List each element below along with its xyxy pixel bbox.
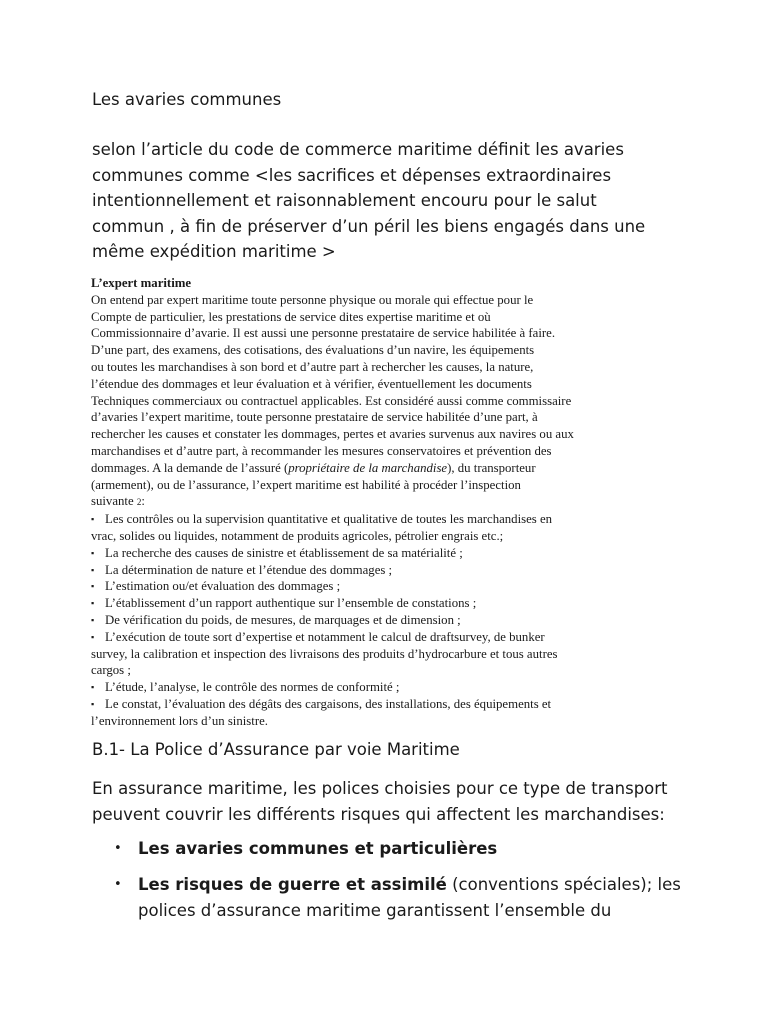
square-bullet-icon: ▪ — [91, 631, 95, 642]
list-item — [92, 836, 712, 862]
bullet-continuation: survey, la calibration et inspection des livraisons des produits d’hydrocarbure et tous autres — [91, 646, 558, 661]
paragraph-line: En assurance maritime, les polices choisies pour ce type de transport — [92, 779, 668, 798]
heading-avaries-communes: Les avaries communes — [92, 90, 282, 109]
intro-line: intentionnellement et raisonnablement encouru pour le salut — [92, 191, 597, 210]
expert-line-suivante — [91, 493, 691, 511]
expert-line: (armement), ou de l’assurance, l’expert maritime est habilité à procéder l’inspection — [91, 477, 521, 492]
risk-list — [92, 836, 712, 924]
bullet-line — [91, 612, 691, 629]
bullet-dot-icon: • — [114, 877, 122, 892]
bullet-text: Le constat, l’évaluation des dégâts des cargaisons, des installations, des équipements et — [105, 696, 552, 711]
expert-line: Compte de particulier, les prestations de service dites expertise maritime et où — [91, 309, 491, 324]
bullet-line — [91, 679, 691, 696]
expert-line-demande — [91, 460, 691, 477]
list-item-text: (conventions spéciales); les — [446, 875, 681, 894]
bullet-text: La détermination de nature et l’étendue des dommages ; — [105, 562, 393, 577]
intro-line: commun , à fin de préserver d’un péril les biens engagés dans une — [92, 216, 646, 236]
bullet-text: L’exécution de toute sort d’expertise et notamment le calcul de draftsurvey, de bunker — [105, 629, 545, 644]
bullet-line — [91, 578, 691, 595]
square-bullet-icon: ▪ — [91, 598, 95, 609]
list-item-line — [138, 872, 712, 898]
expert-line: d’avaries l’expert maritime, toute personne prestataire de service habilitée d’une part, à — [91, 410, 538, 425]
square-bullet-icon: ▪ — [91, 547, 95, 558]
demande-text-italic: propriétaire de la marchandise — [288, 460, 448, 475]
square-bullet-icon: ▪ — [91, 614, 95, 625]
expert-line: marchandises et d’autre part, à recommander les mesures conservatoires et prévention des — [91, 443, 552, 458]
demande-text-b: ), du transporteur — [447, 460, 536, 475]
expert-bullet-list — [91, 511, 691, 729]
demande-text-a: dommages. A la demande de l’assuré ( — [91, 460, 289, 475]
bullet-text: L’établissement d’un rapport authentique sur l’ensemble de constations ; — [105, 596, 477, 611]
bullet-line — [91, 562, 691, 579]
bullet-text: De vérification du poids, de mesures, de marquages et de dimension ; — [105, 612, 461, 627]
suivante-text: suivante — [91, 494, 137, 509]
suivante-colon: : — [141, 494, 145, 509]
bullet-text: L’estimation ou/et évaluation des dommages ; — [105, 579, 341, 594]
expert-line: l’étendue des dommages et leur évaluation et à vérifier, éventuellement les documents — [91, 376, 532, 391]
square-bullet-icon: ▪ — [91, 514, 95, 525]
bullet-continuation: l’environnement lors d’un sinistre. — [91, 713, 268, 728]
expert-maritime-section — [91, 275, 691, 730]
list-item — [92, 872, 712, 924]
bullet-text: La recherche des causes de sinistre et établissement de sa matérialité ; — [105, 545, 463, 560]
expert-line: rechercher les causes et constater les dommages, pertes et avaries survenus aux navires ou aux — [91, 427, 574, 442]
expert-line: Commissionnaire d’avarie. Il est aussi une personne prestataire de service habilitée à faire. — [91, 326, 556, 341]
footnote-ref: 2 — [136, 497, 142, 508]
bullet-line — [91, 629, 691, 646]
expert-line: ou toutes les marchandises à son bord et d’autre part à rechercher les causes, la nature, — [91, 359, 534, 374]
bullet-line — [91, 545, 691, 562]
expert-line: On entend par expert maritime toute personne physique ou morale qui effectue pour le — [91, 292, 534, 307]
bullet-line — [91, 696, 691, 713]
intro-line: communes comme <les sacrifices et dépenses extraordinaires — [92, 165, 612, 185]
intro-paragraph — [92, 137, 692, 265]
bullet-continuation: cargos ; — [91, 663, 131, 678]
square-bullet-icon: ▪ — [91, 564, 95, 575]
expert-line: D’une part, des examens, des cotisations, des évaluations d’un navire, les équipements — [91, 343, 535, 358]
expert-line: Techniques commerciaux ou contractuel applicables. Est considéré aussi comme commissaire — [91, 393, 572, 408]
list-item-text: Les avaries communes et particulières — [138, 839, 498, 858]
bullet-dot-icon: • — [114, 841, 122, 856]
intro-line: même expédition maritime > — [92, 242, 336, 261]
square-bullet-icon: ▪ — [91, 581, 95, 592]
intro-line: selon l’article du code de commerce maritime définit les avaries — [92, 140, 624, 159]
square-bullet-icon: ▪ — [91, 698, 95, 709]
bullet-text: L’étude, l’analyse, le contrôle des normes de conformité ; — [105, 680, 400, 695]
section-b1-title: B.1- La Police d’Assurance par voie Maritime — [92, 740, 460, 759]
bullet-continuation: vrac, solides ou liquides, notamment de produits agricoles, pétrolier engrais etc.; — [91, 528, 504, 543]
paragraph-line: peuvent couvrir les différents risques qui affectent les marchandises: — [92, 804, 665, 824]
expert-title: L’expert maritime — [91, 276, 192, 290]
bullet-line — [91, 511, 691, 528]
section-b1-paragraph — [92, 776, 712, 827]
list-item-bold-text: Les risques de guerre et assimilé — [138, 875, 447, 894]
square-bullet-icon: ▪ — [91, 682, 95, 693]
bullet-line — [91, 595, 691, 612]
bullet-text: Les contrôles ou la supervision quantitative et qualitative de toutes les marchandises en — [105, 512, 553, 527]
list-item-continuation: polices d’assurance maritime garantissent l’ensemble du — [138, 901, 612, 920]
